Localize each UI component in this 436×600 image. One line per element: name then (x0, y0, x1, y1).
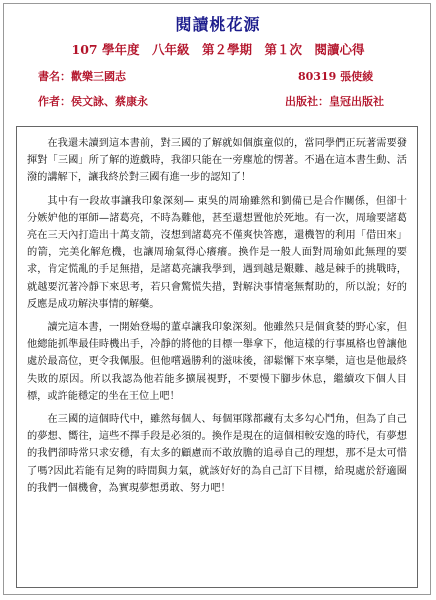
essay-paragraph-4: 在三國的這個時代中，雖然每個人、每個軍隊都藏有太多勾心鬥角，但為了自己的夢想、嚮往，這些不擇手段是必須的。換作是現在的這個相較安逸的時代，有夢想的我們卻時常只求安穩，有太多的顧慮而不敢放膽的追尋自己的理想，那不是太可惜了嗎?因此若能有足夠的時間與力氣，就該好好的為自己訂下目標，給現處於舒適圈的我們一個機會，為實現夢想勇敢、努力吧！ (27, 414, 407, 494)
publisher-info (285, 93, 384, 109)
document-subtitle: 107 學年度 八年級 第２學期 第１次 閱讀心得 (71, 42, 365, 57)
student-id-name: 80319 張使綾 (298, 70, 374, 83)
book-title: 歡樂三國志 (71, 70, 126, 83)
author-info (38, 93, 148, 109)
publisher-name: 皇冠出版社 (329, 95, 384, 108)
author-names: 侯文詠、蔡康永 (71, 95, 148, 108)
document-title: 閱讀桃花源 (175, 15, 261, 34)
book-info (38, 68, 126, 84)
essay-body (16, 126, 418, 588)
book-label: 書名： (38, 70, 71, 83)
essay-paragraph-1: 在我還未讀到這本書前，對三國的了解就如個旗童似的，當同學們正玩著需要發揮對「三國」所了解的遊戲時，我卻只能在一旁塵尬的愣著。不過在這本書生動、活潑的講解下，讓我終於對三國有進一步的認知了！ (27, 138, 407, 184)
publisher-label: 出版社： (285, 95, 329, 108)
essay-paragraph-3: 讀完這本書，一開始登場的董卓讓我印象深刻。他雖然只是個貪婪的野心家，但他總能抓準最佳時機出手，冷靜的將他的目標一舉拿下，他這樣的行事風格也曾讓他處於最高位，更令我佩服。但他嚐過勝利的滋味後，卻鬆懈下來享樂，這也是他最終失敗的原因。所以我認為他若能多擴展視野，不要慢下腳步休息，繼續攻下個人目標，或許能穩定的坐在王位上吧！ (27, 322, 407, 402)
essay-paragraph-2: 其中有一段故事讓我印象深刻— 東吳的周瑜雖然和劉備已是合作關係，但卻十分嫉妒他的軍師—諸葛亮，不時為難他，甚至還想置他於死地。有一次，周瑜要諸葛亮在三天內打造出十萬支箭，沒想到諸葛亮不僅爽快答應，還機智的利用「借田來」的箭，完美化解危機，也讓周瑜氣得心癢癢。換作是一般人面對周瑜如此無理的要求，肯定慌亂的手足無措，是諸葛亮讓我學到，遇到越是艱難、越是棘手的挑戰時，就越要沉著冷靜下來思考，若只會驚慌失措，對解決事情毫無幫助的，所以說；好的反應是成功解決事情的解藥。 (27, 195, 407, 310)
author-label: 作者： (38, 95, 71, 108)
